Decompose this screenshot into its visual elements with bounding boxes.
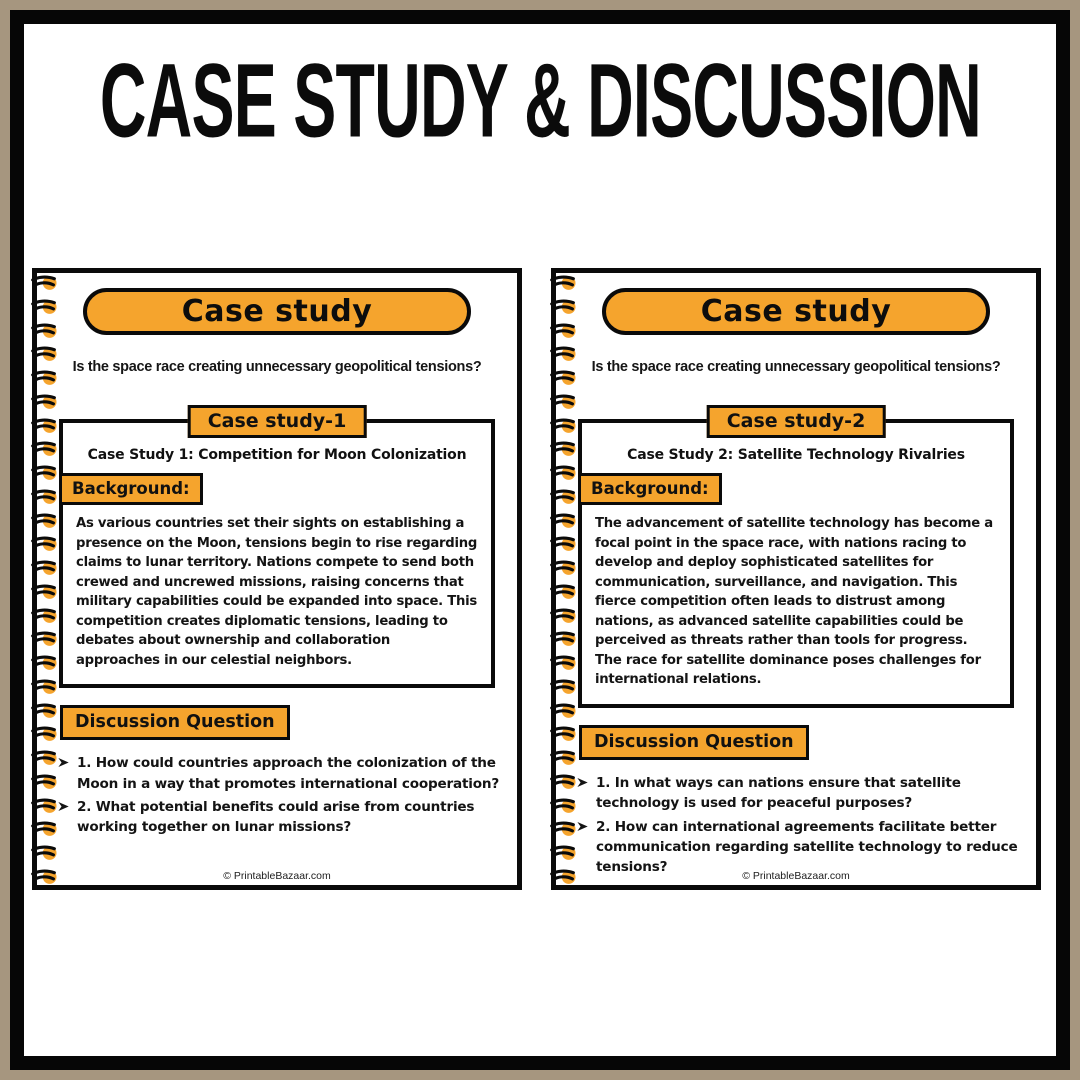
spiral-ring-icon — [548, 275, 578, 291]
spiral-ring-icon — [29, 655, 59, 671]
case-study-title: Case Study 2: Satellite Technology Rivalries — [627, 447, 965, 463]
spiral-ring-icon — [29, 774, 59, 790]
spiral-ring-icon — [548, 560, 578, 576]
case-study-tab: Case study-2 — [707, 405, 886, 438]
question-text: 2. What potential benefits could arise from countries working together on lunar missions? — [77, 799, 475, 836]
spiral-ring-icon — [548, 631, 578, 647]
spiral-ring-icon — [29, 394, 59, 410]
spiral-ring-icon — [548, 441, 578, 457]
spiral-ring-icon — [548, 774, 578, 790]
question-text: 2. How can international agreements facilitate better communication regarding satellite technology to reduce tensions? — [596, 818, 1018, 876]
spiral-ring-icon — [548, 726, 578, 742]
spiral-ring-icon — [548, 845, 578, 861]
spiral-ring-icon — [548, 299, 578, 315]
discussion-question-list — [57, 753, 503, 838]
spiral-binding — [548, 275, 578, 885]
discussion-question-list — [576, 773, 1022, 878]
spiral-ring-icon — [29, 798, 59, 814]
spiral-ring-icon — [29, 631, 59, 647]
spiral-ring-icon — [548, 608, 578, 624]
spiral-ring-icon — [548, 536, 578, 552]
spiral-ring-icon — [548, 465, 578, 481]
spiral-ring-icon — [29, 299, 59, 315]
case-study-box — [59, 410, 495, 688]
spiral-ring-icon — [548, 798, 578, 814]
page-title: CASE STUDY & DISCUSSION — [99, 42, 981, 160]
spiral-ring-icon — [29, 465, 59, 481]
case-study-tab: Case study-1 — [188, 405, 367, 438]
spiral-ring-icon — [29, 346, 59, 362]
spiral-ring-icon — [29, 560, 59, 576]
spiral-ring-icon — [548, 418, 578, 434]
brand-footer: © PrintableBazaar.com — [223, 870, 331, 882]
spiral-ring-icon — [29, 584, 59, 600]
spiral-ring-icon — [29, 370, 59, 386]
spiral-ring-icon — [548, 655, 578, 671]
case-study-box — [578, 410, 1014, 708]
spiral-ring-icon — [548, 703, 578, 719]
spiral-ring-icon — [548, 821, 578, 837]
spiral-ring-icon — [29, 845, 59, 861]
case-study-banner: Case study — [602, 288, 990, 335]
question-item — [576, 773, 1022, 814]
spiral-ring-icon — [29, 323, 59, 339]
spiral-ring-icon — [548, 679, 578, 695]
spiral-ring-icon — [548, 370, 578, 386]
question-item — [576, 817, 1022, 878]
spiral-ring-icon — [29, 536, 59, 552]
spiral-ring-icon — [548, 489, 578, 505]
question-text: 1. In what ways can nations ensure that satellite technology is used for peaceful purposes? — [596, 774, 961, 812]
discussion-question-label: Discussion Question — [579, 725, 809, 760]
brand-footer: © PrintableBazaar.com — [742, 870, 850, 882]
spiral-ring-icon — [29, 703, 59, 719]
spiral-ring-icon — [548, 346, 578, 362]
background-label: Background: — [578, 473, 722, 505]
topic-question: Is the space race creating unnecessary geopolitical tensions? — [72, 359, 482, 375]
spiral-ring-icon — [29, 513, 59, 529]
spiral-ring-icon — [548, 750, 578, 766]
discussion-question-label: Discussion Question — [60, 705, 290, 740]
spiral-ring-icon — [548, 584, 578, 600]
case-study-banner: Case study — [83, 288, 471, 335]
poster-header — [0, 42, 1080, 160]
spiral-ring-icon — [548, 394, 578, 410]
spiral-ring-icon — [29, 821, 59, 837]
spiral-ring-icon — [29, 275, 59, 291]
spiral-ring-icon — [29, 489, 59, 505]
case-study-title: Case Study 1: Competition for Moon Colonization — [87, 447, 467, 463]
spiral-ring-icon — [29, 679, 59, 695]
topic-question: Is the space race creating unnecessary geopolitical tensions? — [591, 359, 1001, 375]
spiral-ring-icon — [29, 726, 59, 742]
spiral-ring-icon — [548, 513, 578, 529]
spiral-ring-icon — [29, 418, 59, 434]
question-item — [57, 753, 503, 794]
spiral-ring-icon — [29, 441, 59, 457]
notebook-page-case-study-2 — [551, 268, 1041, 890]
background-label: Background: — [59, 473, 203, 505]
spiral-ring-icon — [548, 323, 578, 339]
spiral-ring-icon — [29, 608, 59, 624]
spiral-binding — [29, 275, 59, 885]
spiral-ring-icon — [29, 750, 59, 766]
background-text: As various countries set their sights on establishing a presence on the Moon, tensions begin to rise regarding claims to lunar territory. Nations compete to send both crewed and uncrewed missions, raising concerns that military capabilities could be expanded into space. This competition creates diplomatic tensions, leading to debates about ownership and collaboration approaches in our celestial neighbors. — [76, 516, 478, 668]
question-text: 1. How could countries approach the colonization of the Moon in a way that promotes international cooperation? — [77, 755, 500, 792]
background-text: The advancement of satellite technology has become a focal point in the space race, with nations racing to develop and deploy sophisticated satellites for communication, surveillance, and navigation. This fierce competition often leads to distrust among nations, as advanced satellite capabilities could be perceived as threats rather than tools for progress. The race for satellite dominance poses challenges for international relations. — [595, 516, 993, 688]
question-item — [57, 797, 503, 838]
notebook-page-case-study-1 — [32, 268, 522, 890]
